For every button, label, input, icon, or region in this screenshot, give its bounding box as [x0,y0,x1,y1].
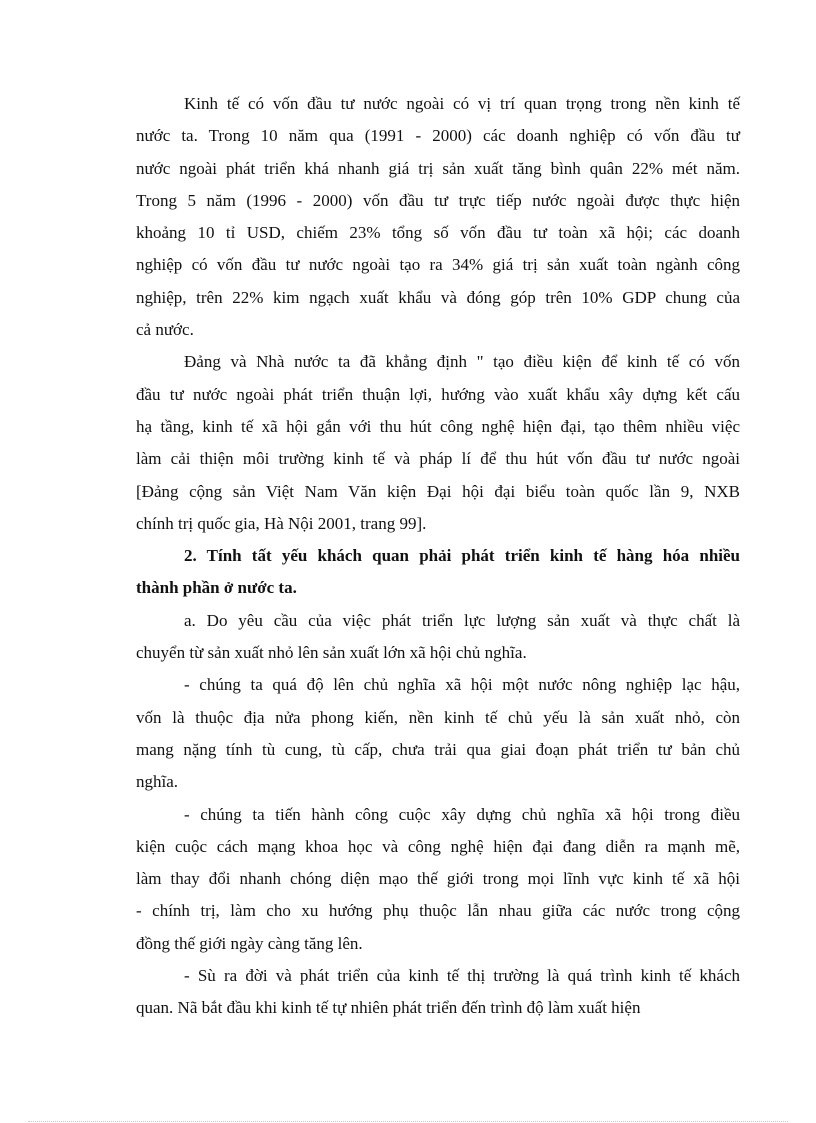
text-line: đồng thế giới ngày càng tăng lên. [136,933,363,953]
text-line: nghiệp có vốn đầu tư nước ngoài tạo ra 34% giá trị sản xuất toàn ngành công [136,255,740,275]
text-line: cả nước. [136,320,194,340]
text-line: chính trị quốc gia, Hà Nội 2001, trang 99]. [136,513,427,533]
text-line: 2. Tính tất yếu khách quan phải phát triển kinh tế hàng hóa nhiều [184,546,740,566]
text-line: làm thay đổi nhanh chóng diện mạo thế giới trong mọi lĩnh vực kinh tế xã hội [136,869,740,889]
text-line: vốn là thuộc địa nửa phong kiến, nền kinh tế chủ yếu là sản xuất nhỏ, còn [136,707,740,727]
paragraph [136,669,740,798]
section-heading [136,540,740,605]
text-line: - chúng ta tiến hành công cuộc xây dựng chủ nghĩa xã hội trong điều [184,804,740,824]
text-line: kiện cuộc cách mạng khoa học và công nghệ hiện đại đang diễn ra mạnh mẽ, [136,836,740,856]
text-line: thành phần ở nước ta. [136,578,297,598]
page-bottom-divider [28,1121,788,1122]
text-line: - chính trị, làm cho xu hướng phụ thuộc lẫn nhau giữa các nước trong cộng [136,901,740,921]
text-line: - chúng ta quá độ lên chủ nghĩa xã hội một nước nông nghiệp lạc hậu, [184,675,740,695]
text-line: Trong 5 năm (1996 - 2000) vốn đầu tư trực tiếp nước ngoài được thực hiện [136,190,740,210]
paragraph [136,605,740,670]
text-line: [Đảng cộng sản Việt Nam Văn kiện Đại hội đại biểu toàn quốc lần 9, NXB [136,481,740,501]
text-line: Kinh tế có vốn đầu tư nước ngoài có vị trí quan trọng trong nền kinh tế [184,94,740,113]
text-line: nước ta. Trong 10 năm qua (1991 - 2000) các doanh nghiệp có vốn đầu tư [136,126,740,146]
document-page [136,88,740,1025]
text-line: khoảng 10 tỉ USD, chiếm 23% tổng số vốn đầu tư toàn xã hội; các doanh [136,223,740,243]
text-line: mang nặng tính tù cung, tù cấp, chưa trải qua giai đoạn phát triển tư bản chủ [136,739,740,759]
text-line: hạ tầng, kinh tế xã hội gắn với thu hút công nghệ hiện đại, tạo thêm nhiều việc [136,416,740,436]
paragraph [136,88,740,346]
text-line: nước ngoài phát triển khá nhanh giá trị sản xuất tăng bình quân 22% mét năm. [136,158,740,178]
text-line: đầu tư nước ngoài phát triển thuận lợi, hướng vào xuất khẩu xây dựng kết cấu [136,384,740,404]
paragraph [136,960,740,1025]
text-line: Đảng và Nhà nước ta đã khẳng định " tạo điều kiện để kinh tế có vốn [184,352,740,372]
paragraph [136,799,740,960]
text-line: nghiệp, trên 22% kim ngạch xuất khẩu và đóng góp trên 10% GDP chung của [136,287,740,307]
text-line: làm cải thiện môi trường kinh tế và pháp lí để thu hút vốn đầu tư nước ngoài [136,449,740,469]
text-line: a. Do yêu cầu của việc phát triển lực lượng sản xuất và thực chất là [184,610,740,630]
text-line: nghĩa. [136,772,179,792]
text-line: chuyển từ sản xuất nhỏ lên sản xuất lớn xã hội chủ nghĩa. [136,643,527,663]
paragraph [136,346,740,540]
text-line: - Sù ra đời và phát triển của kinh tế thị trường là quá trình kinh tế khách [184,966,740,986]
text-line: quan. Nã bắt đầu khi kinh tế tự nhiên phát triển đến trình độ làm xuất hiện [136,998,641,1018]
